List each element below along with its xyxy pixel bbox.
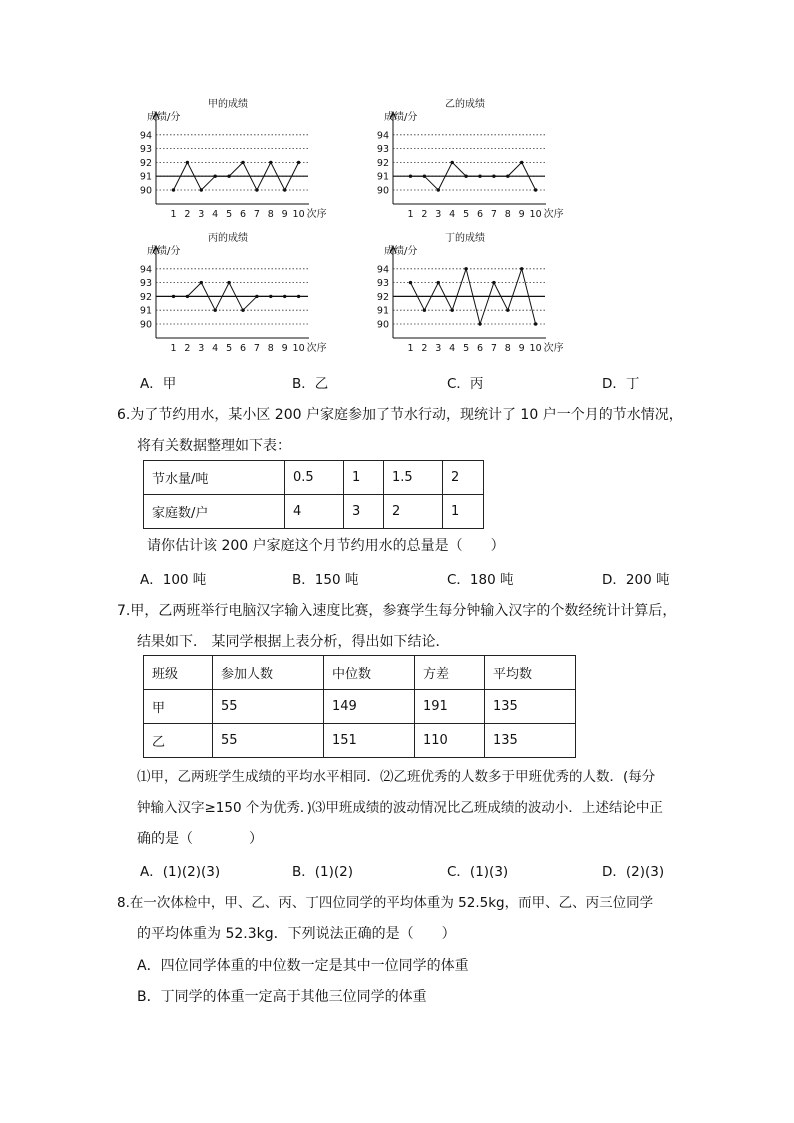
table-cell: 149 xyxy=(324,690,415,724)
x-tick-label: 4 xyxy=(449,343,456,354)
x-tick-label: 5 xyxy=(463,209,470,220)
y-axis-label: 成绩/分 xyxy=(384,112,418,123)
q7-stem-line2: 结果如下． 某同学根据上表分析，得出如下结论． xyxy=(137,634,450,650)
table-cell: 55 xyxy=(213,690,324,724)
y-axis-label: 成绩/分 xyxy=(147,112,181,123)
y-tick-label: 94 xyxy=(139,130,152,142)
x-tick-label: 3 xyxy=(435,343,442,354)
table-row xyxy=(144,690,576,724)
data-point xyxy=(297,161,300,164)
x-tick-label: 9 xyxy=(518,209,525,220)
q8-option-b[interactable]: B．丁同学的体重一定高于其他三位同学的体重 xyxy=(137,989,427,1005)
x-tick-label: 4 xyxy=(212,343,219,354)
chart-svg xyxy=(365,92,575,222)
x-axis-label: 次序 xyxy=(306,343,327,354)
data-point xyxy=(227,281,230,284)
x-tick-label: 5 xyxy=(226,209,233,220)
data-point xyxy=(437,188,440,191)
x-tick-label: 10 xyxy=(292,209,305,220)
data-point xyxy=(506,175,509,178)
data-point xyxy=(423,175,426,178)
table-cell: 1.5 xyxy=(384,461,443,495)
chart-svg xyxy=(128,92,328,222)
x-tick-label: 6 xyxy=(239,343,247,354)
x-axis-label: 次序 xyxy=(543,343,564,354)
y-tick-label: 90 xyxy=(376,319,389,331)
table-cell: 2 xyxy=(443,461,484,495)
table-cell: 甲 xyxy=(144,690,213,724)
q7-stem-line1: 7.甲，乙两班举行电脑汉字输入速度比赛，参赛学生每分钟输入汉字的个数经统计计算后， xyxy=(117,603,677,619)
q6-stem-line2: 将有关数据整理如下表： xyxy=(137,438,291,454)
y-tick-label: 92 xyxy=(376,291,389,303)
table-cell: 0.5 xyxy=(285,461,344,495)
table-row xyxy=(144,495,484,529)
data-point xyxy=(464,267,467,270)
y-axis-label: 成绩/分 xyxy=(384,246,418,257)
table-cell: 55 xyxy=(213,724,324,758)
q6-stem-line1: 6.为了节约用水，某小区 200 户家庭参加了节水行动，现统计了 10 户一个月的节水情况， xyxy=(117,407,683,423)
table-cell: 110 xyxy=(415,724,485,758)
table-row xyxy=(144,461,484,495)
data-point xyxy=(409,175,412,178)
x-tick-label: 8 xyxy=(504,343,511,354)
y-tick-label: 91 xyxy=(139,171,152,183)
data-point xyxy=(269,295,272,298)
x-tick-label: 4 xyxy=(449,209,456,220)
table-cell: 4 xyxy=(285,495,344,529)
y-tick-label: 93 xyxy=(139,144,152,156)
x-tick-label: 7 xyxy=(490,209,497,220)
data-point xyxy=(283,295,286,298)
data-point xyxy=(283,188,286,191)
x-tick-label: 1 xyxy=(407,343,414,354)
table-cell: 151 xyxy=(324,724,415,758)
y-tick-label: 93 xyxy=(139,278,152,290)
x-tick-label: 10 xyxy=(292,343,305,354)
table-cell: 1 xyxy=(344,461,384,495)
x-tick-label: 1 xyxy=(407,209,414,220)
x-tick-label: 4 xyxy=(212,209,219,220)
q7-text-line1: ⑴甲，乙两班学生成绩的平均水平相同．⑵乙班优秀的人数多于甲班优秀的人数．(每分 xyxy=(137,769,656,785)
q6-question: 请你估计该 200 户家庭这个月节约用水的总量是（ ） xyxy=(147,538,505,554)
x-tick-label: 2 xyxy=(184,343,191,354)
x-tick-label: 9 xyxy=(281,343,288,354)
y-tick-label: 93 xyxy=(376,144,389,156)
q8-stem-line1: 8.在一次体检中，甲、乙、丙、丁四位同学的平均体重为 52.5kg，而甲、乙、丙三位同学 xyxy=(117,895,654,911)
table-row xyxy=(144,656,576,690)
x-tick-label: 3 xyxy=(198,209,205,220)
q8-option-a[interactable]: A．四位同学体重的中位数一定是其中一位同学的体重 xyxy=(137,958,469,974)
data-point xyxy=(297,295,300,298)
x-tick-label: 10 xyxy=(529,209,542,220)
q5-option-b[interactable]: B．乙 xyxy=(292,376,329,392)
data-point xyxy=(241,309,244,312)
y-axis-label: 成绩/分 xyxy=(147,246,181,257)
table-cell: 2 xyxy=(384,495,443,529)
data-point xyxy=(520,161,523,164)
q6-option-a[interactable]: A．100 吨 xyxy=(140,572,207,588)
y-tick-label: 91 xyxy=(139,305,152,317)
q6-option-b[interactable]: B．150 吨 xyxy=(292,572,359,588)
x-tick-label: 2 xyxy=(421,209,428,220)
y-tick-label: 90 xyxy=(139,319,152,331)
chart-svg xyxy=(128,226,328,356)
x-tick-label: 7 xyxy=(253,343,260,354)
q7-option-d[interactable]: D．(2)(3) xyxy=(602,864,665,880)
data-point xyxy=(172,188,175,191)
x-tick-label: 7 xyxy=(253,209,260,220)
x-tick-label: 9 xyxy=(281,209,288,220)
x-tick-label: 1 xyxy=(170,209,177,220)
q7-table xyxy=(143,655,576,758)
q7-option-b[interactable]: B．(1)(2) xyxy=(292,864,354,880)
q6-table xyxy=(143,460,484,529)
y-tick-label: 92 xyxy=(139,157,152,169)
data-point xyxy=(437,281,440,284)
q6-option-c[interactable]: C．180 吨 xyxy=(447,572,514,588)
y-tick-label: 92 xyxy=(139,291,152,303)
x-tick-label: 1 xyxy=(170,343,177,354)
chart-bing xyxy=(128,226,328,356)
table-header: 参加人数 xyxy=(213,656,324,690)
table-cell: 191 xyxy=(415,690,485,724)
table-cell: 135 xyxy=(485,724,576,758)
chart-title: 丁的成绩 xyxy=(445,233,485,244)
data-point xyxy=(241,161,244,164)
table-cell: 135 xyxy=(485,690,576,724)
data-point xyxy=(200,188,203,191)
data-point xyxy=(214,309,217,312)
table-header: 方差 xyxy=(415,656,485,690)
table-cell: 家庭数/户 xyxy=(144,495,285,529)
data-point xyxy=(534,188,537,191)
q7-text-line3: 确的是（ ） xyxy=(137,831,263,847)
q6-options xyxy=(140,568,670,586)
chart-jia xyxy=(128,92,328,222)
q7-option-a[interactable]: A．(1)(2)(3) xyxy=(140,864,221,880)
data-point xyxy=(492,281,495,284)
x-axis-label: 次序 xyxy=(543,209,564,220)
q5-option-d[interactable]: D．丁 xyxy=(602,376,640,392)
data-point xyxy=(451,161,454,164)
x-tick-label: 5 xyxy=(463,343,470,354)
data-point xyxy=(214,175,217,178)
data-point xyxy=(534,322,537,325)
data-point xyxy=(186,295,189,298)
chart-ding xyxy=(365,226,575,356)
y-tick-label: 94 xyxy=(139,264,152,276)
q7-options xyxy=(140,860,680,878)
x-tick-label: 10 xyxy=(529,343,542,354)
data-point xyxy=(255,295,258,298)
data-point xyxy=(464,175,467,178)
data-point xyxy=(186,161,189,164)
table-cell: 1 xyxy=(443,495,484,529)
q7-option-c[interactable]: C．(1)(3) xyxy=(447,864,509,880)
x-tick-label: 5 xyxy=(226,343,233,354)
table-header: 班级 xyxy=(144,656,213,690)
data-point xyxy=(172,295,175,298)
chart-title: 乙的成绩 xyxy=(445,99,485,110)
y-tick-label: 94 xyxy=(376,130,389,142)
x-tick-label: 6 xyxy=(476,209,484,220)
q8-stem-line2: 的平均体重为 52.3kg．下列说法正确的是（ ） xyxy=(137,926,456,942)
y-tick-label: 90 xyxy=(139,185,152,197)
y-tick-label: 93 xyxy=(376,278,389,290)
x-tick-label: 6 xyxy=(476,343,484,354)
chart-title: 丙的成绩 xyxy=(208,233,248,244)
table-header: 平均数 xyxy=(485,656,576,690)
data-point xyxy=(409,281,412,284)
data-point xyxy=(227,175,230,178)
data-point xyxy=(423,309,426,312)
data-point xyxy=(492,175,495,178)
data-point xyxy=(451,309,454,312)
x-tick-label: 8 xyxy=(267,209,274,220)
chart-yi xyxy=(365,92,575,222)
y-tick-label: 91 xyxy=(376,171,389,183)
x-tick-label: 2 xyxy=(184,209,191,220)
q6-option-d[interactable]: D．200 吨 xyxy=(602,572,670,588)
table-header: 中位数 xyxy=(324,656,415,690)
x-axis-label: 次序 xyxy=(306,209,327,220)
x-tick-label: 6 xyxy=(239,209,247,220)
chart-svg xyxy=(365,226,575,356)
x-tick-label: 8 xyxy=(267,343,274,354)
x-tick-label: 3 xyxy=(435,209,442,220)
table-cell: 3 xyxy=(344,495,384,529)
x-tick-label: 7 xyxy=(490,343,497,354)
q5-options xyxy=(140,372,660,390)
y-tick-label: 90 xyxy=(376,185,389,197)
data-point xyxy=(478,175,481,178)
x-tick-label: 8 xyxy=(504,209,511,220)
chart-title: 甲的成绩 xyxy=(208,99,248,110)
x-tick-label: 2 xyxy=(421,343,428,354)
q5-option-c[interactable]: C．丙 xyxy=(447,376,484,392)
data-point xyxy=(255,188,258,191)
table-row xyxy=(144,724,576,758)
x-tick-label: 3 xyxy=(198,343,205,354)
q5-option-a[interactable]: A．甲 xyxy=(140,376,177,392)
y-tick-label: 92 xyxy=(376,157,389,169)
q7-text-line2: 钟输入汉字≥150 个为优秀．)⑶甲班成绩的波动情况比乙班成绩的波动小．上述结论中正 xyxy=(137,800,663,816)
x-tick-label: 9 xyxy=(518,343,525,354)
data-point xyxy=(520,267,523,270)
data-point xyxy=(506,309,509,312)
data-point xyxy=(269,161,272,164)
data-point xyxy=(200,281,203,284)
y-tick-label: 91 xyxy=(376,305,389,317)
table-cell: 乙 xyxy=(144,724,213,758)
y-tick-label: 94 xyxy=(376,264,389,276)
table-cell: 节水量/吨 xyxy=(144,461,285,495)
data-point xyxy=(478,322,481,325)
